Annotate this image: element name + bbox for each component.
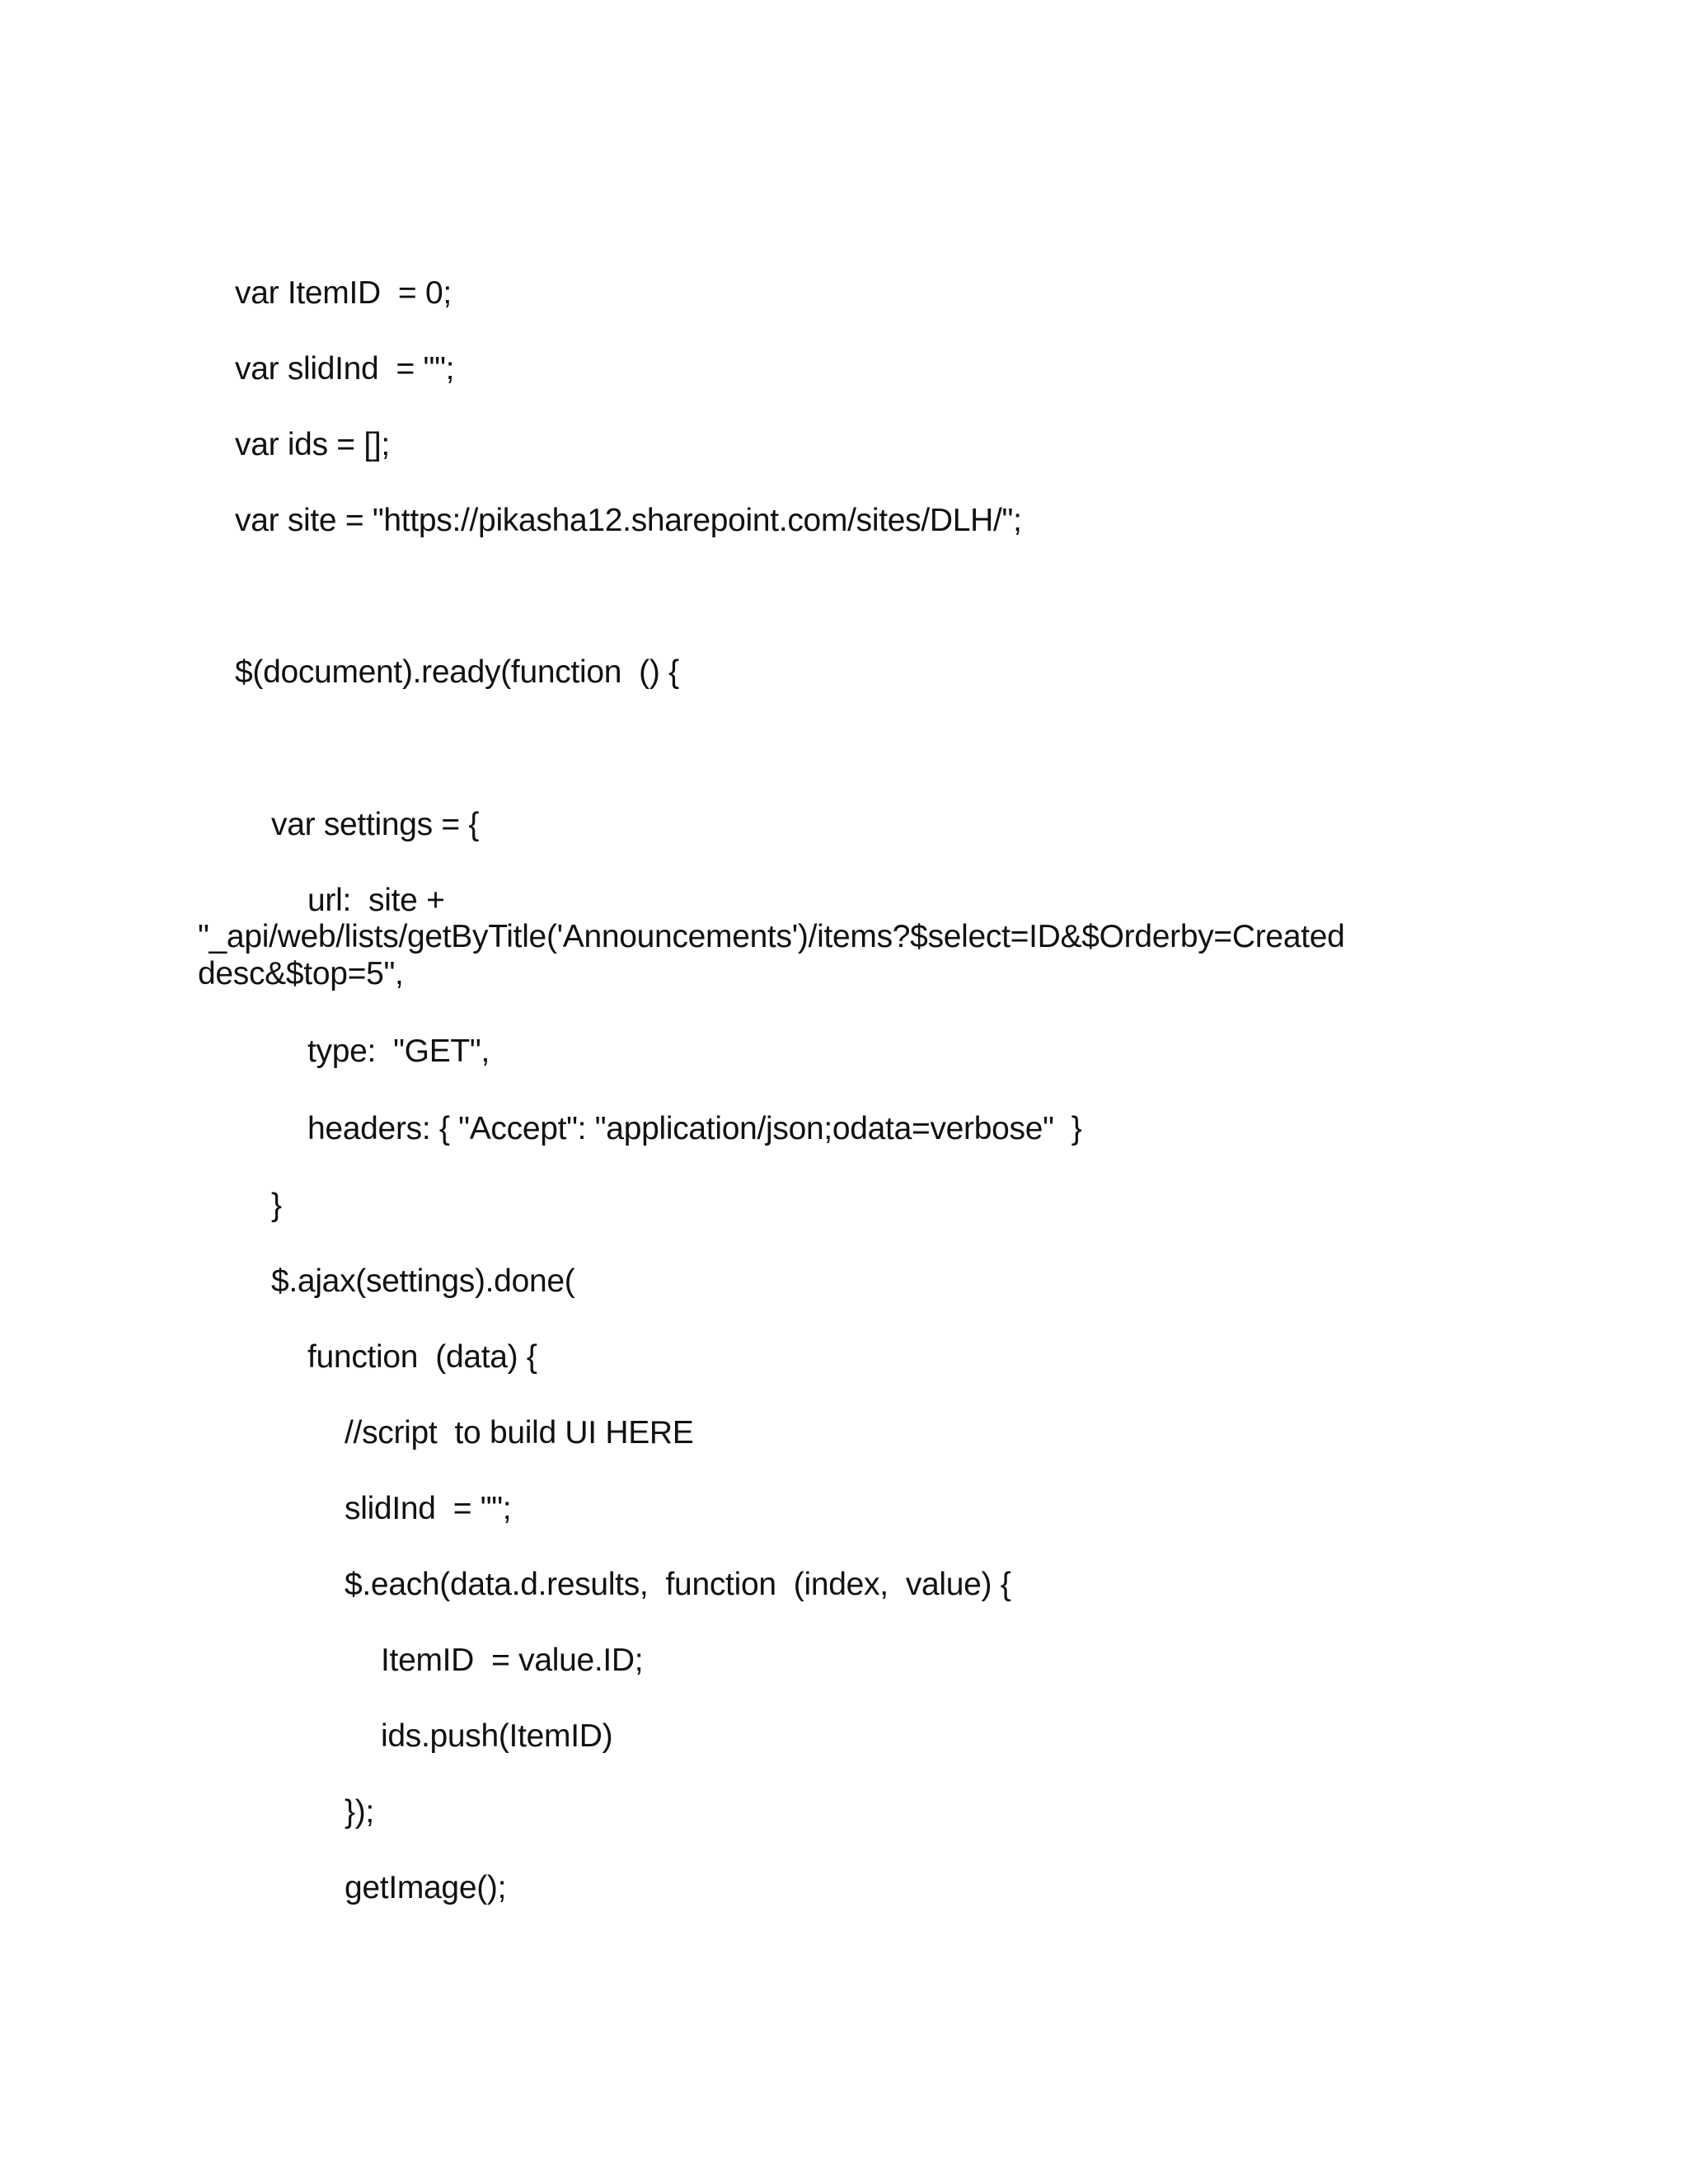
code-line: type: "GET", <box>307 1033 490 1069</box>
code-line: var ItemID = 0; <box>235 275 452 311</box>
code-line: getImage(); <box>345 1870 507 1905</box>
code-line: var site = "https://pikasha12.sharepoint.com/sites/DLH/"; <box>235 503 1022 538</box>
code-line: }); <box>345 1794 374 1830</box>
code-line: url: site + <box>307 883 445 918</box>
code-line: headers: { "Accept": "application/json;odata=verbose" } <box>307 1111 1082 1146</box>
code-line: var settings = { <box>271 807 480 842</box>
code-line: var ids = []; <box>235 427 390 462</box>
code-line: } <box>271 1188 282 1223</box>
code-line: $(document).ready(function () { <box>235 654 679 690</box>
code-line: function (data) { <box>307 1339 537 1375</box>
code-line: ItemID = value.ID; <box>381 1643 644 1678</box>
code-line: //script to build UI HERE <box>345 1415 694 1451</box>
code-line: $.each(data.d.results, function (index, value) { <box>345 1567 1011 1602</box>
code-line: ids.push(ItemID) <box>381 1718 613 1754</box>
code-line: slidInd = ""; <box>345 1491 512 1526</box>
code-line: var slidInd = ""; <box>235 351 455 387</box>
code-line: $.ajax(settings).done( <box>271 1263 575 1299</box>
code-line: "_api/web/lists/getByTitle('Announcements')/items?$select=ID&$Orderby=Created <box>198 919 1345 954</box>
code-line: desc&$top=5", <box>198 956 404 991</box>
